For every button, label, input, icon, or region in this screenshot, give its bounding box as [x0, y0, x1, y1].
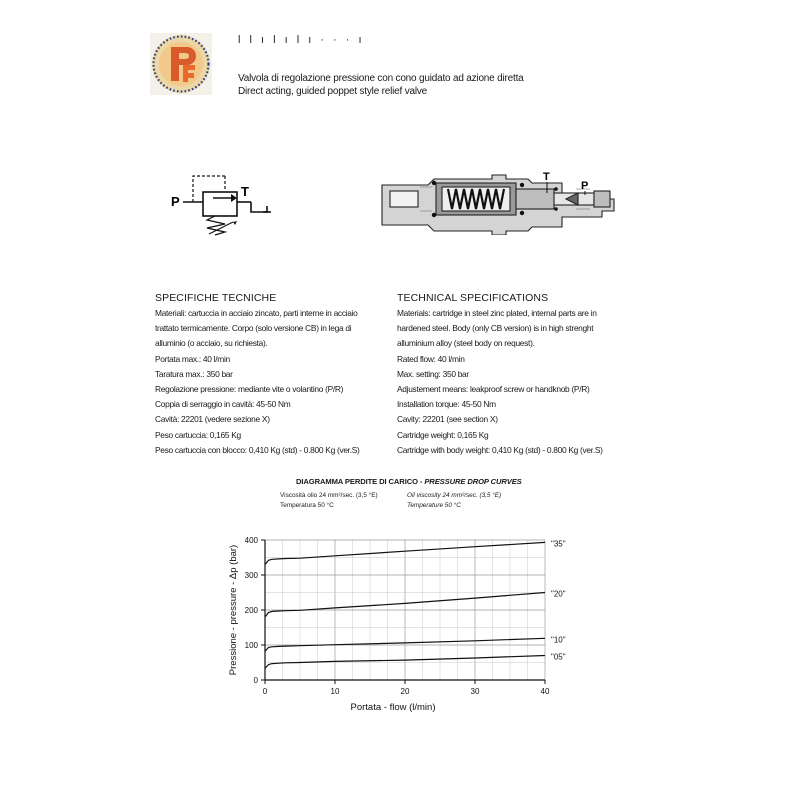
y-tick-label: 200 [244, 606, 258, 615]
spec-line: Portata max.: 40 l/min [155, 353, 230, 364]
series-label: "10" [551, 635, 566, 645]
x-tick-label: 40 [540, 687, 550, 696]
spec-line: Materiali: cartuccia in acciaio zincato, parti interne in acciaio [155, 308, 358, 318]
y-tick-label: 100 [244, 641, 258, 650]
conditions-italian [280, 491, 378, 510]
specs-italian [155, 291, 380, 458]
spec-line: Peso cartuccia: 0,165 Kg [155, 429, 241, 440]
spec-line: Cavity: 22201 (see section X) [397, 414, 498, 425]
series-label: "05" [551, 652, 566, 662]
x-tick-label: 0 [262, 687, 268, 696]
spec-line: hardened steel. Body (only CB version) is in high strenght [397, 323, 594, 334]
spec-line: Installation torque: 45-50 Nm [397, 399, 496, 410]
y-tick-label: 400 [244, 536, 258, 545]
series-label: "20" [551, 589, 566, 599]
spec-line: Taratura max.: 350 bar [155, 368, 233, 379]
chart-title-english: PRESSURE DROP CURVES [424, 477, 522, 486]
symbol-port-t: T [241, 184, 249, 199]
company-logo [150, 33, 212, 95]
spec-line: trattato termicamente. Corpo (solo versione CB) in lega di [155, 323, 352, 334]
y-axis-label: Pressione - pressure - Δp (bar) [228, 544, 239, 676]
x-tick-label: 20 [400, 687, 410, 696]
pressure-drop-chart [222, 530, 582, 720]
series-label: "35" [551, 539, 566, 549]
cartridge-section-drawing [376, 163, 621, 235]
spec-line: Coppia di serraggio in cavità: 45-50 Nm [155, 399, 291, 410]
product-code: l l ı l ı l ı · · · ı [238, 34, 365, 46]
hydraulic-symbol [165, 168, 280, 243]
y-tick-label: 0 [253, 676, 258, 685]
spec-line: Cavità: 22201 (vedere sezione X) [155, 414, 270, 425]
spec-line: Cartridge with body weight: 0,410 Kg (std) - 0.800 Kg (ver.S) [397, 444, 603, 455]
conditions-english [407, 491, 501, 510]
subtitle-italian: Valvola di regolazione pressione con cono guidato ad azione diretta [238, 73, 524, 84]
spec-line: Max. setting: 350 bar [397, 368, 469, 379]
spec-line: Peso cartuccia con blocco: 0,410 Kg (std) - 0.800 Kg (ver.S) [155, 444, 360, 455]
temperature-italian: Temperatura 50 °C [280, 501, 334, 509]
temperature-english: Temperature 50 °C [407, 501, 461, 509]
spec-line: Rated flow: 40 l/min [397, 353, 465, 364]
chart-title-italian: DIAGRAMMA PERDITE DI CARICO - [296, 477, 425, 486]
x-tick-label: 10 [330, 687, 340, 696]
viscosity-english: Oil viscosity 24 mm²/sec. (3,5 °E) [407, 492, 502, 499]
spec-line: Cartridge weight: 0,165 Kg [397, 429, 489, 440]
specs-english [397, 291, 627, 458]
viscosity-italian: Viscosità olio 24 mm²/sec. (3,5 °E) [280, 492, 378, 499]
subtitle-english: Direct acting, guided poppet style relief valve [238, 86, 428, 97]
section-port-t: T [543, 171, 550, 183]
spec-line: alluminio (o acciaio, su richiesta). [155, 338, 268, 349]
y-tick-label: 300 [244, 571, 258, 580]
chart-title [296, 477, 522, 486]
x-axis-label: Portata - flow (l/min) [350, 702, 436, 713]
spec-line: Regolazione pressione: mediante vite o volantino (P/R) [155, 384, 344, 395]
specs-english-heading: TECHNICAL SPECIFICATIONS [397, 292, 549, 304]
x-tick-label: 30 [470, 687, 480, 696]
spec-line: Adjustement means: leakproof screw or handknob (P/R) [397, 384, 590, 395]
section-port-p: P [581, 180, 589, 192]
spec-line: alluminium alloy (steel body on request). [397, 338, 535, 349]
specs-italian-heading: SPECIFICHE TECNICHE [155, 292, 277, 304]
symbol-port-p: P [171, 194, 180, 209]
spec-line: Materials: cartridge in steel zinc plated, internal parts are in [397, 308, 597, 318]
